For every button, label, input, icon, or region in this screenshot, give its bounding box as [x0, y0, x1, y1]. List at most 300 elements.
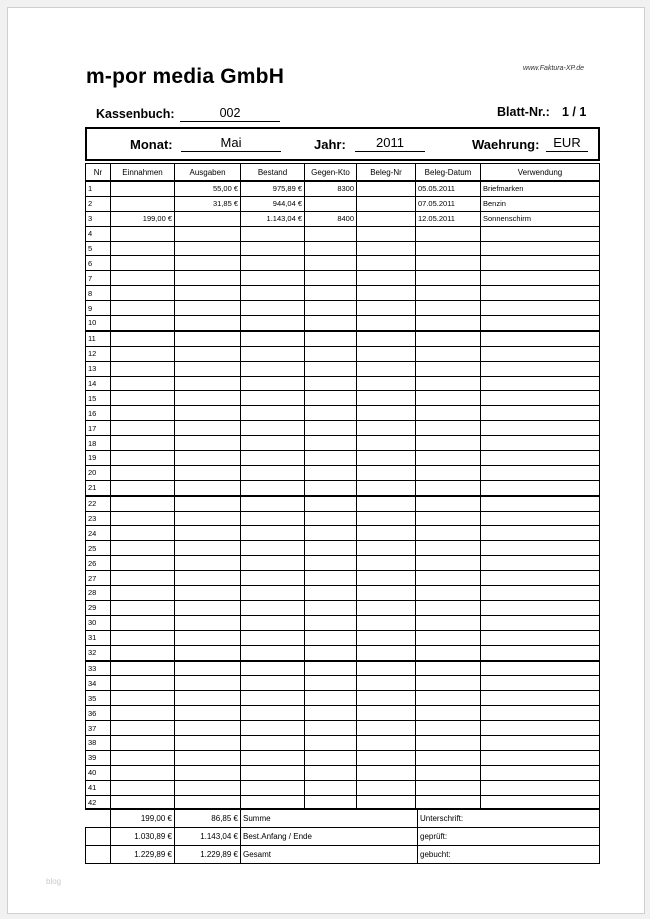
- cell-ausgaben: [175, 465, 241, 480]
- cell-verwendung: [481, 661, 600, 676]
- cell-ausgaben: [175, 361, 241, 376]
- cell-bestand: [241, 286, 305, 301]
- cell-beleg-nr: [357, 391, 416, 406]
- cell-beleg-datum: [416, 256, 481, 271]
- cell-beleg-nr: [357, 630, 416, 645]
- cell-gegen-kto: [305, 346, 357, 361]
- cell-nr: 25: [86, 541, 111, 556]
- cell-beleg-nr: [357, 556, 416, 571]
- cell-beleg-datum: [416, 436, 481, 451]
- cell-nr: 35: [86, 691, 111, 706]
- cell-verwendung: [481, 226, 600, 241]
- cell-einnahmen: [111, 496, 175, 511]
- totals-label: Gesamt: [241, 846, 418, 864]
- cell-bestand: [241, 451, 305, 466]
- table-row: [86, 691, 600, 706]
- cell-bestand: [241, 586, 305, 601]
- cell-einnahmen: [111, 735, 175, 750]
- cell-beleg-datum: [416, 286, 481, 301]
- cell-beleg-datum: [416, 765, 481, 780]
- cell-beleg-nr: [357, 256, 416, 271]
- cell-beleg-datum: [416, 556, 481, 571]
- cell-beleg-datum: [416, 331, 481, 346]
- cell-verwendung: [481, 526, 600, 541]
- monat-label: Monat:: [130, 137, 173, 152]
- cell-gegen-kto: [305, 271, 357, 286]
- cell-bestand: [241, 361, 305, 376]
- cell-bestand: [241, 541, 305, 556]
- totals-spacer: [86, 809, 111, 828]
- cell-beleg-nr: [357, 331, 416, 346]
- cell-einnahmen: [111, 780, 175, 795]
- cell-nr: 8: [86, 286, 111, 301]
- table-row: [86, 750, 600, 765]
- column-header-verwendung: Verwendung: [481, 164, 600, 182]
- cell-nr: 22: [86, 496, 111, 511]
- cell-bestand: [241, 706, 305, 721]
- cell-gegen-kto: [305, 586, 357, 601]
- cell-gegen-kto: [305, 750, 357, 765]
- cell-verwendung: [481, 645, 600, 660]
- cell-ausgaben: [175, 271, 241, 286]
- cell-verwendung: [481, 750, 600, 765]
- cell-beleg-datum: [416, 376, 481, 391]
- cell-beleg-datum: [416, 241, 481, 256]
- table-row: [86, 271, 600, 286]
- cell-verwendung: [481, 406, 600, 421]
- cell-nr: 2: [86, 196, 111, 211]
- table-row: [86, 706, 600, 721]
- cell-ausgaben: [175, 286, 241, 301]
- cell-bestand: [241, 406, 305, 421]
- cell-beleg-datum: [416, 406, 481, 421]
- cell-einnahmen: [111, 451, 175, 466]
- cell-beleg-nr: [357, 526, 416, 541]
- table-row: [86, 735, 600, 750]
- cell-ausgaben: [175, 496, 241, 511]
- cell-bestand: [241, 346, 305, 361]
- cell-beleg-datum: [416, 271, 481, 286]
- cell-nr: 26: [86, 556, 111, 571]
- cell-ausgaben: [175, 211, 241, 226]
- cell-gegen-kto: [305, 391, 357, 406]
- cell-gegen-kto: [305, 706, 357, 721]
- cell-nr: 18: [86, 436, 111, 451]
- document-page: [7, 7, 645, 914]
- cell-beleg-datum: [416, 735, 481, 750]
- cell-beleg-datum: 07.05.2011: [416, 196, 481, 211]
- cell-verwendung: [481, 271, 600, 286]
- cell-gegen-kto: [305, 571, 357, 586]
- cell-beleg-nr: [357, 691, 416, 706]
- totals-table: [85, 808, 600, 864]
- cell-bestand: [241, 615, 305, 630]
- cell-verwendung: [481, 556, 600, 571]
- cell-einnahmen: [111, 241, 175, 256]
- cell-ausgaben: [175, 436, 241, 451]
- cell-ausgaben: [175, 750, 241, 765]
- table-row: [86, 586, 600, 601]
- cell-ausgaben: [175, 571, 241, 586]
- cell-ausgaben: [175, 676, 241, 691]
- cell-bestand: [241, 630, 305, 645]
- kassenbuch-label: Kassenbuch:: [96, 107, 175, 121]
- cell-gegen-kto: [305, 630, 357, 645]
- cell-nr: 3: [86, 211, 111, 226]
- cell-einnahmen: [111, 391, 175, 406]
- cell-beleg-nr: [357, 211, 416, 226]
- cell-nr: 33: [86, 661, 111, 676]
- cell-nr: 15: [86, 391, 111, 406]
- cell-bestand: [241, 436, 305, 451]
- table-row: [86, 541, 600, 556]
- table-row: [86, 571, 600, 586]
- cell-beleg-nr: [357, 615, 416, 630]
- table-row: [86, 391, 600, 406]
- cell-verwendung: [481, 765, 600, 780]
- cell-einnahmen: [111, 586, 175, 601]
- table-row: [86, 196, 600, 211]
- totals-spacer: [86, 828, 111, 846]
- cell-beleg-nr: [357, 571, 416, 586]
- table-row: [86, 465, 600, 480]
- cell-bestand: [241, 376, 305, 391]
- cell-ausgaben: [175, 421, 241, 436]
- cell-beleg-datum: [416, 630, 481, 645]
- cell-bestand: [241, 391, 305, 406]
- cell-einnahmen: [111, 661, 175, 676]
- cell-gegen-kto: [305, 526, 357, 541]
- cell-einnahmen: [111, 361, 175, 376]
- cell-nr: 9: [86, 301, 111, 316]
- watermark-text: blog: [46, 877, 62, 886]
- cell-verwendung: [481, 496, 600, 511]
- cell-ausgaben: [175, 615, 241, 630]
- cell-nr: 28: [86, 586, 111, 601]
- cell-gegen-kto: [305, 691, 357, 706]
- cell-einnahmen: [111, 376, 175, 391]
- totals-sign-label: Unterschrift:: [418, 809, 600, 828]
- cell-verwendung: Briefmarken: [481, 181, 600, 196]
- cell-beleg-datum: [416, 465, 481, 480]
- table-row: [86, 301, 600, 316]
- cell-beleg-datum: [416, 600, 481, 615]
- cell-ausgaben: 55,00 €: [175, 181, 241, 196]
- cell-einnahmen: [111, 226, 175, 241]
- cell-gegen-kto: [305, 661, 357, 676]
- cell-beleg-nr: [357, 421, 416, 436]
- cell-einnahmen: [111, 301, 175, 316]
- cell-ausgaben: [175, 706, 241, 721]
- cell-einnahmen: [111, 511, 175, 526]
- cell-beleg-datum: [416, 586, 481, 601]
- cell-gegen-kto: [305, 480, 357, 495]
- cell-ausgaben: [175, 586, 241, 601]
- cell-gegen-kto: [305, 721, 357, 736]
- cell-gegen-kto: [305, 421, 357, 436]
- cell-beleg-datum: [416, 480, 481, 495]
- column-header-bestand: Bestand: [241, 164, 305, 182]
- cell-bestand: [241, 316, 305, 331]
- cell-beleg-datum: [416, 750, 481, 765]
- cell-beleg-datum: [416, 316, 481, 331]
- period-box: [85, 127, 600, 161]
- cell-verwendung: [481, 241, 600, 256]
- table-row: [86, 661, 600, 676]
- cell-bestand: [241, 600, 305, 615]
- cell-einnahmen: [111, 750, 175, 765]
- cell-ausgaben: [175, 376, 241, 391]
- cell-verwendung: [481, 331, 600, 346]
- cell-verwendung: [481, 436, 600, 451]
- cell-einnahmen: [111, 286, 175, 301]
- table-row: [86, 361, 600, 376]
- cell-gegen-kto: 8300: [305, 181, 357, 196]
- table-row: [86, 286, 600, 301]
- cell-nr: 39: [86, 750, 111, 765]
- cell-verwendung: [481, 586, 600, 601]
- column-header-gegen-kto: Gegen-Kto: [305, 164, 357, 182]
- cell-beleg-nr: [357, 361, 416, 376]
- table-row: [86, 406, 600, 421]
- cell-beleg-nr: [357, 301, 416, 316]
- cell-ausgaben: [175, 391, 241, 406]
- totals-row: [86, 809, 600, 828]
- totals-sign-label: gebucht:: [418, 846, 600, 864]
- cell-verwendung: [481, 630, 600, 645]
- cell-nr: 21: [86, 480, 111, 495]
- cell-nr: 31: [86, 630, 111, 645]
- cell-einnahmen: [111, 406, 175, 421]
- totals-row: [86, 828, 600, 846]
- cell-einnahmen: [111, 691, 175, 706]
- cell-verwendung: [481, 361, 600, 376]
- cell-beleg-nr: [357, 436, 416, 451]
- cell-bestand: [241, 750, 305, 765]
- cell-beleg-datum: [416, 496, 481, 511]
- cell-ausgaben: [175, 301, 241, 316]
- cell-gegen-kto: [305, 376, 357, 391]
- cell-beleg-nr: [357, 735, 416, 750]
- cell-verwendung: [481, 735, 600, 750]
- cell-gegen-kto: [305, 556, 357, 571]
- cell-einnahmen: [111, 271, 175, 286]
- cell-beleg-nr: [357, 496, 416, 511]
- cell-ausgaben: [175, 541, 241, 556]
- cell-bestand: [241, 676, 305, 691]
- table-row: [86, 316, 600, 331]
- cell-einnahmen: [111, 630, 175, 645]
- cell-verwendung: [481, 376, 600, 391]
- table-row: [86, 226, 600, 241]
- cell-verwendung: [481, 316, 600, 331]
- cell-einnahmen: 199,00 €: [111, 211, 175, 226]
- cell-verwendung: Benzin: [481, 196, 600, 211]
- cell-gegen-kto: [305, 286, 357, 301]
- cell-beleg-nr: [357, 661, 416, 676]
- totals-einnahmen: 1.030,89 €: [111, 828, 175, 846]
- cell-einnahmen: [111, 421, 175, 436]
- cell-bestand: [241, 301, 305, 316]
- cell-nr: 11: [86, 331, 111, 346]
- table-row: [86, 451, 600, 466]
- cell-gegen-kto: [305, 451, 357, 466]
- totals-row: [86, 846, 600, 864]
- cell-bestand: [241, 526, 305, 541]
- table-row: [86, 331, 600, 346]
- totals-einnahmen: 1.229,89 €: [111, 846, 175, 864]
- cell-gegen-kto: [305, 765, 357, 780]
- cell-nr: 41: [86, 780, 111, 795]
- cell-ausgaben: [175, 331, 241, 346]
- cell-verwendung: [481, 346, 600, 361]
- cell-nr: 6: [86, 256, 111, 271]
- cell-einnahmen: [111, 480, 175, 495]
- cell-beleg-datum: [416, 511, 481, 526]
- table-row: [86, 256, 600, 271]
- jahr-label: Jahr:: [314, 137, 346, 152]
- cell-gegen-kto: [305, 406, 357, 421]
- cell-ausgaben: [175, 346, 241, 361]
- table-row: [86, 556, 600, 571]
- cell-beleg-datum: [416, 645, 481, 660]
- cell-verwendung: [481, 780, 600, 795]
- cell-beleg-nr: [357, 541, 416, 556]
- cell-bestand: [241, 465, 305, 480]
- totals-label: Summe: [241, 809, 418, 828]
- cell-bestand: [241, 571, 305, 586]
- cell-bestand: [241, 226, 305, 241]
- cell-gegen-kto: [305, 465, 357, 480]
- totals-sign-label: geprüft:: [418, 828, 600, 846]
- table-row: [86, 211, 600, 226]
- cell-einnahmen: [111, 196, 175, 211]
- cell-nr: 24: [86, 526, 111, 541]
- cell-einnahmen: [111, 541, 175, 556]
- cell-verwendung: [481, 541, 600, 556]
- cell-nr: 17: [86, 421, 111, 436]
- cell-ausgaben: [175, 630, 241, 645]
- totals-ausgaben: 86,85 €: [175, 809, 241, 828]
- cell-nr: 38: [86, 735, 111, 750]
- cell-gegen-kto: [305, 645, 357, 660]
- cell-nr: 19: [86, 451, 111, 466]
- table-row: [86, 181, 600, 196]
- cell-nr: 36: [86, 706, 111, 721]
- cell-einnahmen: [111, 465, 175, 480]
- cell-gegen-kto: [305, 316, 357, 331]
- cell-einnahmen: [111, 721, 175, 736]
- cell-gegen-kto: [305, 511, 357, 526]
- waehrung-label: Waehrung:: [472, 137, 540, 152]
- cell-ausgaben: [175, 765, 241, 780]
- cell-beleg-nr: [357, 750, 416, 765]
- cell-nr: 13: [86, 361, 111, 376]
- cell-ausgaben: [175, 241, 241, 256]
- cell-gegen-kto: [305, 301, 357, 316]
- table-row: [86, 421, 600, 436]
- table-row: [86, 346, 600, 361]
- cell-bestand: [241, 556, 305, 571]
- cell-ausgaben: [175, 316, 241, 331]
- cell-beleg-nr: [357, 286, 416, 301]
- cell-einnahmen: [111, 346, 175, 361]
- cell-bestand: 944,04 €: [241, 196, 305, 211]
- cell-nr: 34: [86, 676, 111, 691]
- cell-verwendung: [481, 421, 600, 436]
- cell-verwendung: [481, 511, 600, 526]
- cell-verwendung: [481, 706, 600, 721]
- cell-einnahmen: [111, 571, 175, 586]
- cell-beleg-nr: [357, 241, 416, 256]
- cell-beleg-datum: [416, 361, 481, 376]
- cell-ausgaben: [175, 256, 241, 271]
- cell-bestand: [241, 480, 305, 495]
- cell-beleg-datum: [416, 691, 481, 706]
- cell-beleg-datum: [416, 541, 481, 556]
- cell-beleg-datum: [416, 391, 481, 406]
- cell-nr: 40: [86, 765, 111, 780]
- cell-beleg-nr: [357, 316, 416, 331]
- cell-nr: 29: [86, 600, 111, 615]
- cell-verwendung: [481, 600, 600, 615]
- cell-gegen-kto: [305, 436, 357, 451]
- cell-einnahmen: [111, 556, 175, 571]
- cell-beleg-datum: 12.05.2011: [416, 211, 481, 226]
- table-row: [86, 600, 600, 615]
- cell-beleg-nr: [357, 406, 416, 421]
- cell-ausgaben: [175, 600, 241, 615]
- cell-verwendung: [481, 256, 600, 271]
- cell-gegen-kto: [305, 780, 357, 795]
- totals-einnahmen: 199,00 €: [111, 809, 175, 828]
- cell-nr: 32: [86, 645, 111, 660]
- cell-ausgaben: [175, 511, 241, 526]
- cell-ausgaben: [175, 556, 241, 571]
- cell-ausgaben: [175, 780, 241, 795]
- table-row: [86, 241, 600, 256]
- cell-einnahmen: [111, 256, 175, 271]
- ledger-table: [85, 163, 600, 810]
- cell-ausgaben: [175, 645, 241, 660]
- cell-gegen-kto: [305, 226, 357, 241]
- cell-nr: 5: [86, 241, 111, 256]
- cell-gegen-kto: [305, 600, 357, 615]
- cell-gegen-kto: [305, 496, 357, 511]
- cell-ausgaben: [175, 226, 241, 241]
- cell-verwendung: [481, 451, 600, 466]
- ledger-header-row: [86, 164, 600, 182]
- cell-beleg-nr: [357, 586, 416, 601]
- cell-einnahmen: [111, 676, 175, 691]
- blatt-label: Blatt-Nr.:: [497, 105, 550, 119]
- cell-beleg-nr: [357, 346, 416, 361]
- cell-beleg-nr: [357, 721, 416, 736]
- cell-bestand: [241, 735, 305, 750]
- cell-verwendung: [481, 286, 600, 301]
- cell-beleg-nr: [357, 226, 416, 241]
- cell-beleg-nr: [357, 780, 416, 795]
- cell-gegen-kto: [305, 361, 357, 376]
- cell-nr: 37: [86, 721, 111, 736]
- kassenbuch-value: 002: [180, 107, 280, 122]
- cell-bestand: [241, 780, 305, 795]
- totals-spacer: [86, 846, 111, 864]
- cell-verwendung: [481, 480, 600, 495]
- waehrung-value: EUR: [546, 136, 588, 152]
- cell-beleg-datum: [416, 676, 481, 691]
- cell-verwendung: [481, 571, 600, 586]
